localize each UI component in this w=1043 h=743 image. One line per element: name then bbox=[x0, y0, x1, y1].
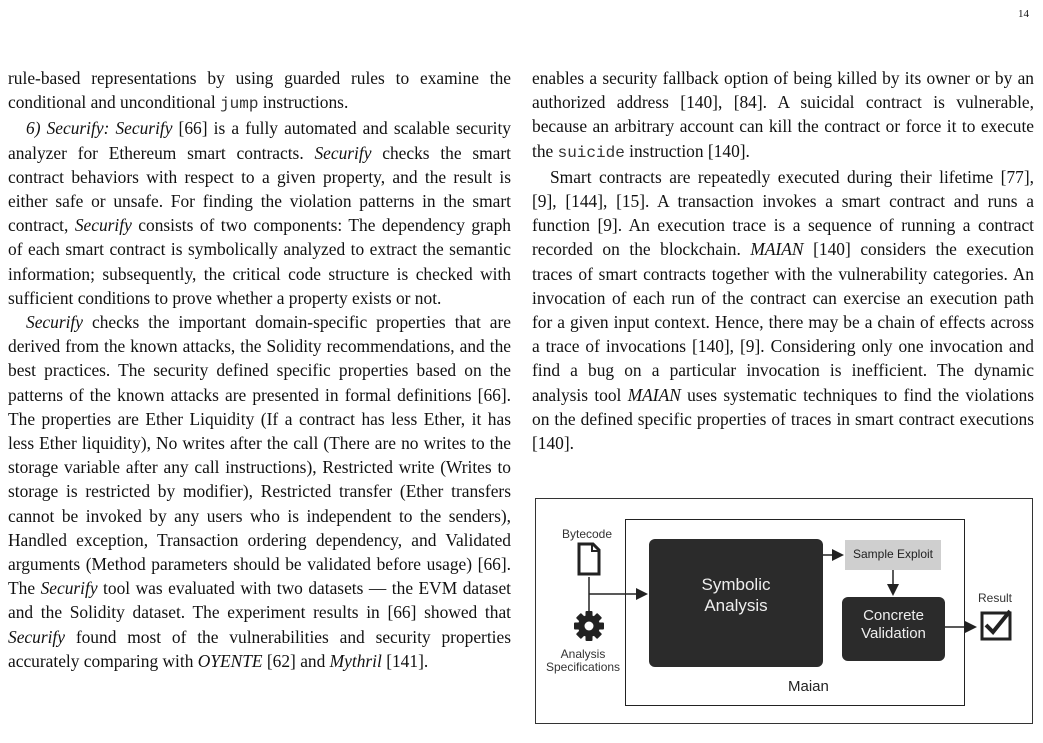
symbolic-analysis-label: Symbolic Analysis bbox=[701, 575, 771, 615]
bytecode-label: Bytecode bbox=[562, 527, 613, 541]
result-label: Result bbox=[978, 591, 1013, 605]
section-heading: 6) Securify: bbox=[26, 118, 110, 139]
paragraph-securify-intro: 6) Securify: Securify [66] is a fully automated and scalable security analyzer for Ethereum smart contracts. Securify checks the smart contract behaviors with respect to a given property, and the result is either safe or unsafe. For finding the violation patterns in the smart contract, Securify consists of two components: The dependency graph of each smart contract is symbolically analyzed to extract the semantic information; subsequently, the critical code structure is checked with sufficient conditions to prove whether a property exists or not. bbox=[8, 118, 511, 308]
concrete-validation-label: Concrete Validation bbox=[861, 607, 926, 642]
paragraph-maian: Smart contracts are repeatedly executed during their lifetime [77], [9], [144], [15]. A transaction invokes a smart contract and runs a function [9]. An execution trace is a sequence of running a contract recorded on the blockchain. MAIAN [140] considers the execution traces of smart contracts together with the vulnerability categories. An invocation of each run of the contract can exercise an execution path for a given input context. Hence, there may be a chain of effects across a trace of invocations [140], [9]. Considering only one invocation and find a bug on a particular invocation is inefficient. The dynamic analysis tool MAIAN uses systematic techniques to find the violations on the defined specific properties of traces in smart contract executions [140]. bbox=[532, 166, 1035, 454]
checkbox-icon bbox=[982, 611, 1010, 639]
paragraph-securify-properties: Securify checks the important domain-specific properties that are derived from the known attacks, the Solidity recommendations, and the best practices. The security defined specific properties based on the patterns of the known attacks are presented in formal definitions [66]. The properties are Ether Liquidity (If a contract has less Ether, it has less Ether liquidity), No writes after the call (There are no writes to the storage variable after any call instructions), Restricted write (Writes to storage is restricted by modifier), Restricted transfer (Ether transfers cannot be invoked by any users who is independent to the senders), Handled exception, Transaction ordering dependency, and Validated arguments (Method parameters should be validated before usage) [66]. The Securify tool was evaluated with two datasets — the EVM dataset and the Solidity dataset. The experiment results in [66] showed that Securify found most of the vulnerabilities and security properties accurately comparing with OYENTE [62] and Mythril [141]. bbox=[8, 312, 511, 671]
page-number: 14 bbox=[1018, 8, 1029, 20]
right-column bbox=[532, 66, 1034, 455]
sample-exploit-label: Sample Exploit bbox=[852, 547, 934, 561]
paragraph-suicidal: enables a security fallback option of being killed by its owner or by an authorized address [140], [84]. A suicidal contract is vulnerable, because an arbitrary account can kill the contract or force it to execute the suicide instruction [140]. bbox=[532, 68, 1034, 162]
maian-label: Maian bbox=[788, 678, 829, 695]
figure-graphics bbox=[536, 499, 1034, 725]
gear-icon bbox=[574, 611, 604, 641]
spec-label: Analysis Specifications bbox=[546, 647, 621, 674]
paragraph-continuation: rule-based representations by using guarded rules to examine the conditional and unconditional jump instructions. bbox=[8, 68, 511, 114]
maian-architecture-figure bbox=[535, 498, 1033, 724]
left-column bbox=[8, 66, 511, 673]
document-icon bbox=[579, 544, 599, 574]
